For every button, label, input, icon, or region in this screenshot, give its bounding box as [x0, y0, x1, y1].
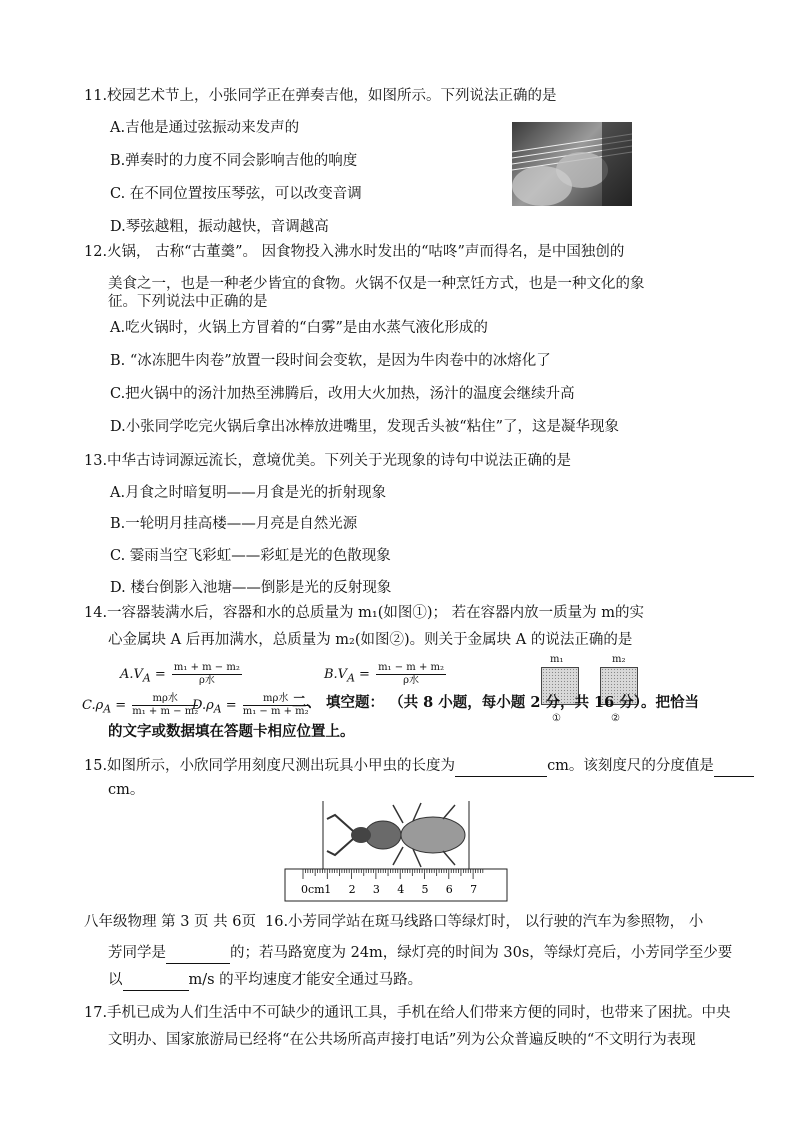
ruler-label: 5 [421, 883, 429, 896]
q14-option-c-fraction: $\frac{\text{mρ水}}{\text{m₁ + m − m₂}}$ [132, 693, 199, 717]
q14-option-b-fraction: $\frac{\text{m₁ − m + m₂}}{\text{ρ水}}$ [378, 662, 445, 686]
section2-heading-line2: 的文字或数据填在答题卡相应位置上。 [108, 723, 355, 740]
q12-option-b: B. “冰冻肥牛肉卷”放置一段时间会变软，是因为牛肉卷中的冰熔化了 [110, 353, 551, 369]
q14-option-d-fraction: $\frac{\text{mρ水}}{\text{m₁ − m + m₂}}$ [242, 693, 309, 717]
q11-option-b: B.弹奏时的力度不同会影响吉他的响度 [110, 153, 358, 169]
beetle-illustration [327, 803, 465, 867]
q12-stem-line2: 美食之一，也是一种老少皆宜的食物。火锅不仅是一种烹饪方式，也是一种文化的象 [108, 276, 645, 292]
q12-option-a: A.吃火锅时，火锅上方冒着的“白雾”是由水蒸气液化形成的 [110, 320, 488, 336]
q14-stem-line1: 14.一容器装满水后，容器和水的总质量为 m₁(如图①)； 若在容器内放一质量为 m的实 [84, 605, 645, 621]
q12-stem-line3: 征。下列说法中正确的是 [108, 294, 268, 310]
q15-unit-tail: cm。 [108, 782, 145, 798]
q13-option-d: D. 楼台倒影入池塘——倒影是光的反射现象 [110, 580, 392, 596]
page-footer: 八年级物理 第 3 页 共 6页 [84, 914, 256, 930]
q17-line2: 文明办、国家旅游局已经将“在公共场所高声接打电话”列为公众普遍反映的“不文明行为表现 [108, 1032, 696, 1048]
section2-heading-line1: 二、 填空题： （共 8 小题，每小题 2 分，共 16 分）。把恰当 [292, 694, 699, 711]
guitar-photo [512, 122, 632, 206]
q12-option-c: C.把火锅中的汤汁加热至沸腾后，改用大火加热，汤汁的温度会继续升高 [110, 386, 575, 402]
ruler-label: 7 [470, 883, 478, 896]
q16-blank-speed[interactable] [123, 970, 189, 991]
q14-option-b: $B.V_A$ = $\frac{\text{m₁ − m + m₂}}{\text{ρ水}}$ [324, 662, 445, 686]
ruler-label: 3 [372, 883, 380, 896]
q13-option-b: B.一轮明月挂高楼——月亮是自然光源 [110, 516, 358, 532]
q14-stem-line2: 心金属块 A 后再加满水，总质量为 m₂(如图②)。则关于金属块 A 的说法正确的是 [108, 632, 633, 648]
beetle-ruler-figure [283, 797, 511, 905]
q14-option-d: $D.\rho_A$ = $\frac{\text{mρ水}}{\text{m₁ − m + m₂}}$ [192, 693, 309, 717]
q17-line1: 17.手机已成为人们生活中不可缺少的通讯工具，手机在给人们带来方便的同时，也带来了困扰。中央 [84, 1005, 731, 1021]
ruler-label: 6 [445, 883, 453, 896]
q12-stem-line1: 12.火锅， 古称“古董羹”。 因食物投入沸水时发出的“咕咚”声而得名，是中国独创的 [84, 244, 625, 260]
q15-blank-length[interactable] [455, 756, 547, 777]
q16-line1: 16.小芳同学站在斑马线路口等绿灯时， 以行驶的汽车为参照物， 小 [265, 914, 704, 930]
q16-line3: 以 m/s 的平均速度才能安全通过马路。 [108, 970, 422, 991]
q13-option-a: A.月食之时暗复明——月食是光的折射现象 [110, 485, 387, 501]
ruler-label: 2 [348, 883, 356, 896]
q14-option-a-fraction: $\frac{\text{m₁ + m − m₂}}{\text{ρ水}}$ [173, 662, 240, 686]
fig1-mass-label: m₁ [550, 654, 564, 665]
fig2-mass-label: m₂ [612, 654, 626, 665]
fig1-number: ① [552, 713, 561, 724]
q11-option-d: D.琴弦越粗，振动越快，音调越高 [110, 219, 329, 235]
q14-option-a: $A.V_A$ = $\frac{\text{m₁ + m − m₂}}{\text{ρ水}}$ [120, 662, 240, 686]
q13-option-c: C. 霎雨当空飞彩虹——彩虹是光的色散现象 [110, 548, 391, 564]
q15-blank-division[interactable] [714, 756, 754, 777]
ruler-label: 4 [397, 883, 405, 896]
q13-stem: 13.中华古诗词源远流长，意境优美。下列关于光现象的诗句中说法正确的是 [84, 453, 572, 469]
q11-option-a: A.吉他是通过弦振动来发声的 [110, 120, 300, 136]
q11-option-c: C. 在不同位置按压琴弦，可以改变音调 [110, 186, 362, 202]
q12-option-d: D.小张同学吃完火锅后拿出冰棒放进嘴里，发现舌头被“粘住”了，这是凝华现象 [110, 419, 620, 435]
ruler-label: 1 [324, 883, 332, 896]
q16-line2: 芳同学是 的；若马路宽度为 24m，绿灯亮的时间为 30s，等绿灯亮后，小芳同学至少要 [108, 943, 732, 964]
fig2-number: ② [611, 713, 620, 724]
q14-option-c: $C.\rho_A$ = $\frac{\text{mρ水}}{\text{m₁ + m − m₂}}$ [82, 693, 199, 717]
ruler-label: 0cm [301, 883, 325, 896]
q15-stem: 15.如图所示，小欣同学用刻度尺测出玩具小甲虫的长度为 cm。该刻度尺的分度值是 [84, 756, 754, 777]
q11-stem: 11.校园艺术节上，小张同学正在弹奏吉他，如图所示。下列说法正确的是 [84, 88, 557, 104]
q16-blank-motion[interactable] [166, 943, 230, 964]
